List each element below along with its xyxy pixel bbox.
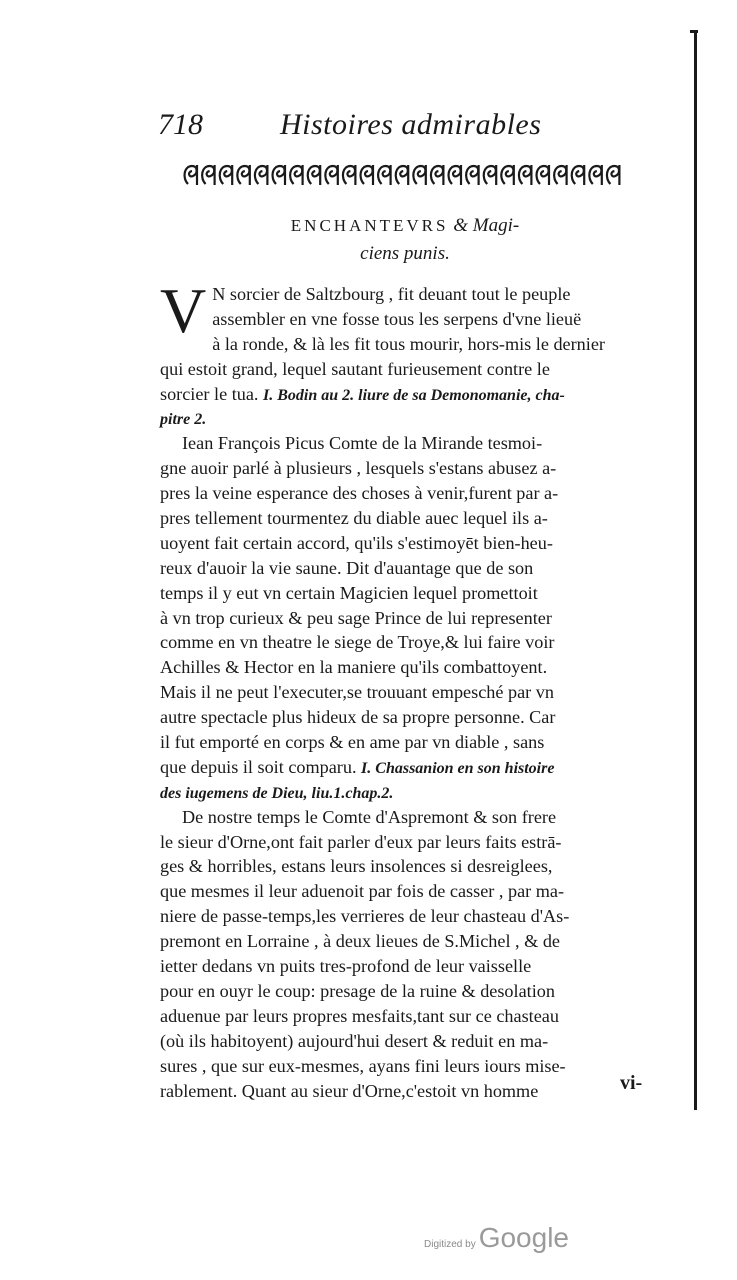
text-line: temps il y eut vn certain Magicien lequel promettoit (160, 582, 538, 603)
text-line: qui estoit grand, lequel sautant furieusement contre le (160, 358, 550, 379)
citation: pitre 2. (160, 411, 207, 429)
text-line: à la ronde, & là les fit tous mourir, hors-mis le dernier (212, 333, 605, 354)
section-heading (160, 212, 650, 268)
paragraph-2-lines (160, 431, 654, 755)
text-line: autre spectacle plus hideux de sa propre personne. Car (160, 707, 556, 728)
text-line: le sieur d'Orne,ont fait parler d'eux par leurs faits estrā- (160, 831, 562, 852)
page-number: 718 (158, 108, 203, 141)
text-line: que mesmes il leur aduenoit par fois de casser , par ma- (160, 881, 565, 902)
text-line (160, 780, 654, 805)
text-line: il fut emporté en corps & en ame par vn diable , sans (160, 732, 545, 753)
text-line: pres la veine esperance des choses à venir,furent par a- (160, 483, 559, 504)
digitized-watermark (424, 1222, 569, 1254)
citation: I. Bodin au 2. liure de sa Demonomanie, cha- (263, 386, 565, 404)
text-line: à vn trop curieux & peu sage Prince de lui representer (160, 607, 552, 628)
text-line: Mais il ne peut l'executer,se trouuant empesché par vn (160, 682, 554, 703)
heading-caps: ENCHANTEVRS (290, 216, 449, 235)
text-line: niere de passe-temps,les verrieres de leur chasteau d'As- (160, 906, 570, 927)
text-line: ges & horribles, estans leurs insolences si desreiglees, (160, 856, 553, 877)
ornament-band (178, 160, 638, 190)
running-title: Histoires admirables (280, 108, 542, 141)
catchword: vi- (620, 1072, 643, 1094)
watermark-small: Digitized by (424, 1239, 476, 1250)
text-line: que depuis il soit comparu. I. Chassanion en son histoire (160, 756, 555, 777)
text-line: pres tellement tourmentez du diable auec lequel ils a- (160, 508, 548, 529)
text-line: rablement. Quant au sieur d'Orne,c'estoit vn homme (160, 1080, 539, 1101)
citation: I. Chassanion en son histoire (361, 759, 555, 777)
citation: des iugemens de Dieu, liu.1.chap.2. (160, 784, 394, 802)
text-line: uoyent fait certain accord, qu'ils s'estimoyēt bien-heu- (160, 532, 553, 553)
text-line: sorcier le tua. I. Bodin au 2. liure de sa Demonomanie, cha- (160, 383, 565, 404)
drop-cap: V (160, 275, 207, 346)
heading-line2: ciens punis. (360, 243, 450, 264)
text-line: comme en vn theatre le siege de Troye,& lui faire voir (160, 632, 555, 653)
page-header (158, 100, 658, 150)
text-line: (où ils habitoyent) aujourd'hui desert & reduit en ma- (160, 1030, 549, 1051)
text-line: premont en Lorraine , à deux lieues de S.Michel , & de (160, 931, 561, 952)
paragraph-2 (160, 431, 654, 804)
google-logo: Google (478, 1222, 569, 1253)
text-line: gne auoir parlé à plusieurs , lesquels s'estans abusez a- (160, 458, 557, 479)
heading-rest: & Magi- (453, 215, 520, 236)
text-line: reux d'auoir la vie saune. Dit d'auantage que de son (160, 557, 534, 578)
text-line: aduenue par leurs propres mesfaits,tant sur ce chasteau (160, 1005, 559, 1026)
text-line: pour en ouyr le coup: presage de la ruine & desolation (160, 980, 555, 1001)
text-line: Achilles & Hector en la maniere qu'ils combattoyent. (160, 657, 548, 678)
text-line: sures , que sur eux-mesmes, ayans fini leurs iours mise- (160, 1055, 566, 1076)
paragraph-1 (160, 275, 654, 431)
text-line (160, 406, 654, 431)
text-line: Iean François Picus Comte de la Mirande tesmoi- (182, 433, 543, 454)
text-line: N sorcier de Saltzbourg , fit deuant tout le peuple (212, 284, 571, 304)
text-line: De nostre temps le Comte d'Aspremont & son frere (182, 806, 557, 827)
page-edge-line (694, 30, 697, 1110)
body-text (160, 275, 654, 1103)
paragraph-3 (160, 805, 654, 1104)
text-line: ietter dedans vn puits tres-profond de leur vaisselle (160, 956, 532, 977)
paragraph-1-lines (160, 275, 654, 382)
text-line: assembler en vne fosse tous les serpens d'vne lieuë (212, 308, 582, 329)
